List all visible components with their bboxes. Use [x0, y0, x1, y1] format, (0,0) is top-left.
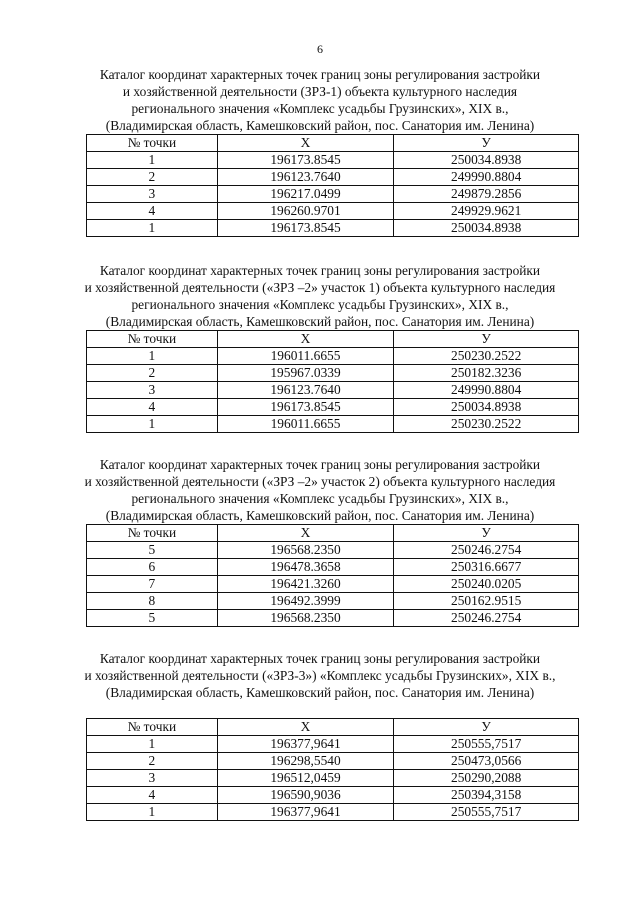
x-cell: 196217.0499: [217, 186, 394, 203]
point-number-cell: 3: [87, 382, 218, 399]
y-cell: 250162.9515: [394, 593, 579, 610]
x-cell: 196123.7640: [217, 169, 394, 186]
coordinates-table: [86, 134, 579, 237]
point-number-cell: 7: [87, 576, 218, 593]
table-row: [87, 753, 579, 770]
x-cell: 196173.8545: [217, 399, 394, 416]
y-cell: 250473,0566: [394, 753, 579, 770]
header-y: У: [394, 135, 579, 152]
point-number-cell: 1: [87, 220, 218, 237]
catalog-heading: [0, 650, 640, 701]
catalog-heading: [0, 456, 640, 524]
heading-line: регионального значения «Комплекс усадьбы Грузинских», XIX в.,: [131, 297, 509, 312]
x-cell: 196011.6655: [217, 416, 394, 433]
table-row: [87, 169, 579, 186]
table-row: [87, 593, 579, 610]
x-cell: 196568.2350: [217, 610, 394, 627]
y-cell: 250555,7517: [394, 736, 579, 753]
header-y: У: [394, 331, 579, 348]
y-cell: 250230.2522: [394, 348, 579, 365]
table-header-row: [87, 525, 579, 542]
header-point-number: № точки: [87, 719, 218, 736]
point-number-cell: 1: [87, 804, 218, 821]
y-cell: 250394,3158: [394, 787, 579, 804]
catalog-section-zrz-3: [0, 650, 640, 821]
catalog-section-zrz-2-part-2: [0, 456, 640, 627]
point-number-cell: 2: [87, 753, 218, 770]
header-point-number: № точки: [87, 331, 218, 348]
x-cell: 196377,9641: [217, 804, 394, 821]
x-cell: 196011.6655: [217, 348, 394, 365]
heading-line: Каталог координат характерных точек границ зоны регулирования застройки: [99, 457, 541, 472]
header-x: X: [217, 719, 394, 736]
heading-line: и хозяйственной деятельности («ЗРЗ –2» участок 1) объекта культурного наследия: [84, 280, 556, 295]
x-cell: 196568.2350: [217, 542, 394, 559]
y-cell: 250246.2754: [394, 542, 579, 559]
point-number-cell: 2: [87, 169, 218, 186]
heading-line: регионального значения «Комплекс усадьбы Грузинских», XIX в.,: [131, 101, 509, 116]
point-number-cell: 1: [87, 736, 218, 753]
point-number-cell: 4: [87, 787, 218, 804]
table-row: [87, 736, 579, 753]
y-cell: 250246.2754: [394, 610, 579, 627]
header-y: У: [394, 525, 579, 542]
table-row: [87, 576, 579, 593]
table-row: [87, 152, 579, 169]
table-row: [87, 382, 579, 399]
coordinates-table: [86, 524, 579, 627]
heading-line: и хозяйственной деятельности («ЗРЗ –2» участок 2) объекта культурного наследия: [84, 474, 556, 489]
point-number-cell: 3: [87, 186, 218, 203]
heading-line: (Владимирская область, Камешковский район, пос. Санатория им. Ленина): [105, 685, 535, 700]
x-cell: 196478.3658: [217, 559, 394, 576]
catalog-heading: [0, 66, 640, 134]
x-cell: 196298,5540: [217, 753, 394, 770]
coordinates-table: [86, 330, 579, 433]
heading-line: и хозяйственной деятельности («ЗРЗ-3») «Комплекс усадьбы Грузинских», XIX в.,: [84, 668, 556, 683]
catalog-section-zrz-2-part-1: [0, 262, 640, 433]
y-cell: 249879.2856: [394, 186, 579, 203]
y-cell: 250555,7517: [394, 804, 579, 821]
x-cell: 196492.3999: [217, 593, 394, 610]
header-point-number: № точки: [87, 135, 218, 152]
table-header-row: [87, 719, 579, 736]
x-cell: 195967.0339: [217, 365, 394, 382]
table-row: [87, 220, 579, 237]
table-row: [87, 770, 579, 787]
point-number-cell: 1: [87, 152, 218, 169]
heading-line: Каталог координат характерных точек границ зоны регулирования застройки: [99, 67, 541, 82]
header-x: X: [217, 135, 394, 152]
header-x: X: [217, 525, 394, 542]
y-cell: 250182.3236: [394, 365, 579, 382]
page-number: 6: [317, 42, 323, 56]
table-row: [87, 787, 579, 804]
table-header-row: [87, 135, 579, 152]
table-header-row: [87, 331, 579, 348]
heading-line: (Владимирская область, Камешковский район, пос. Санатория им. Ленина): [105, 118, 535, 133]
heading-line: Каталог координат характерных точек границ зоны регулирования застройки: [99, 651, 541, 666]
point-number-cell: 3: [87, 770, 218, 787]
heading-line: (Владимирская область, Камешковский район, пос. Санатория им. Ленина): [105, 314, 535, 329]
y-cell: 249929.9621: [394, 203, 579, 220]
table-row: [87, 610, 579, 627]
coordinates-table: [86, 718, 579, 821]
x-cell: 196123.7640: [217, 382, 394, 399]
table-row: [87, 365, 579, 382]
y-cell: 249990.8804: [394, 169, 579, 186]
table-row: [87, 542, 579, 559]
catalog-section-zrz-1: [0, 66, 640, 237]
point-number-cell: 5: [87, 610, 218, 627]
point-number-cell: 1: [87, 416, 218, 433]
catalog-heading: [0, 262, 640, 330]
table-row: [87, 348, 579, 365]
header-x: X: [217, 331, 394, 348]
point-number-cell: 4: [87, 203, 218, 220]
table-row: [87, 416, 579, 433]
table-row: [87, 559, 579, 576]
point-number-cell: 8: [87, 593, 218, 610]
x-cell: 196260.9701: [217, 203, 394, 220]
y-cell: 250034.8938: [394, 220, 579, 237]
heading-line: Каталог координат характерных точек границ зоны регулирования застройки: [99, 263, 541, 278]
heading-line: регионального значения «Комплекс усадьбы Грузинских», XIX в.,: [131, 491, 509, 506]
table-row: [87, 804, 579, 821]
x-cell: 196173.8545: [217, 220, 394, 237]
y-cell: 249990.8804: [394, 382, 579, 399]
x-cell: 196173.8545: [217, 152, 394, 169]
y-cell: 250034.8938: [394, 152, 579, 169]
table-row: [87, 399, 579, 416]
y-cell: 250290,2088: [394, 770, 579, 787]
header-y: У: [394, 719, 579, 736]
x-cell: 196512,0459: [217, 770, 394, 787]
header-point-number: № точки: [87, 525, 218, 542]
table-row: [87, 203, 579, 220]
x-cell: 196590,9036: [217, 787, 394, 804]
y-cell: 250230.2522: [394, 416, 579, 433]
point-number-cell: 2: [87, 365, 218, 382]
y-cell: 250316.6677: [394, 559, 579, 576]
x-cell: 196377,9641: [217, 736, 394, 753]
point-number-cell: 5: [87, 542, 218, 559]
point-number-cell: 6: [87, 559, 218, 576]
heading-line: (Владимирская область, Камешковский район, пос. Санатория им. Ленина): [105, 508, 535, 523]
y-cell: 250034.8938: [394, 399, 579, 416]
y-cell: 250240.0205: [394, 576, 579, 593]
table-row: [87, 186, 579, 203]
point-number-cell: 1: [87, 348, 218, 365]
x-cell: 196421.3260: [217, 576, 394, 593]
point-number-cell: 4: [87, 399, 218, 416]
heading-line: и хозяйственной деятельности (ЗРЗ-1) объекта культурного наследия: [122, 84, 518, 99]
